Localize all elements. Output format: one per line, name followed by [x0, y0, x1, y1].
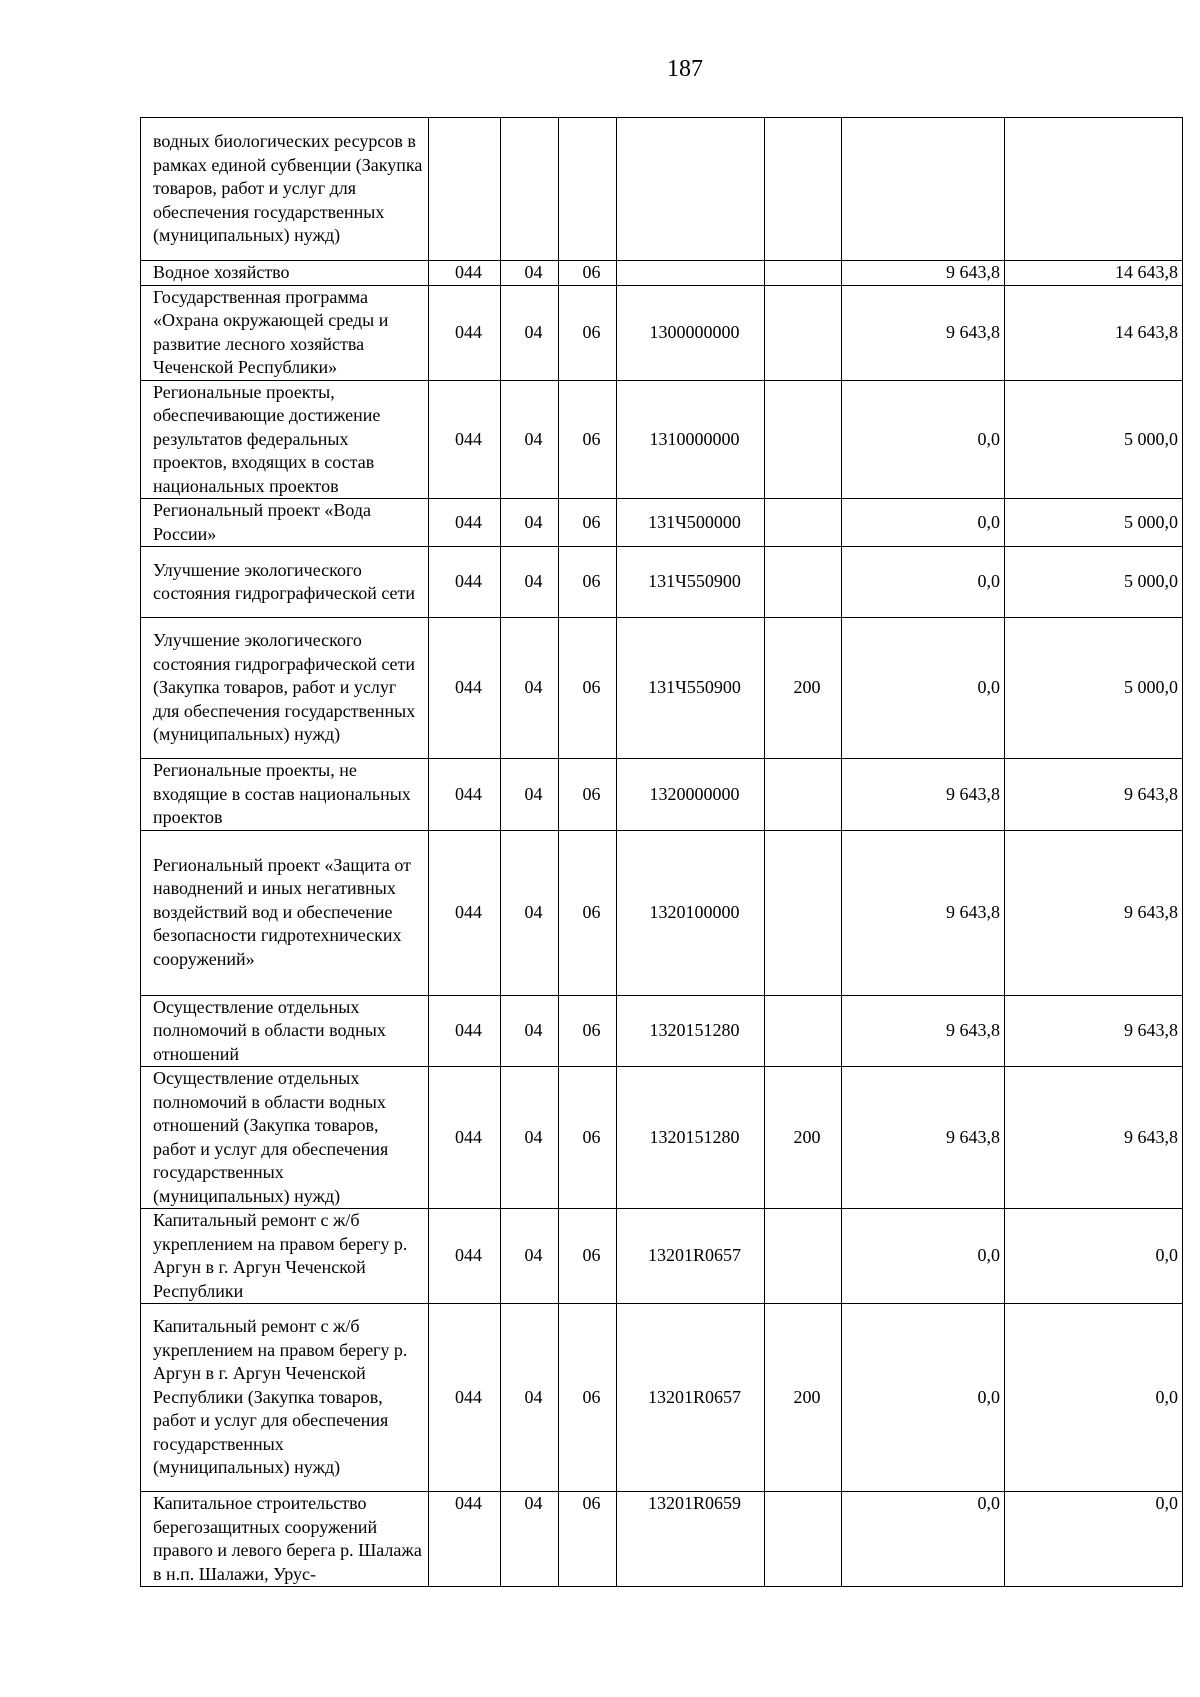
row-amount-1: 0,0: [842, 547, 1005, 618]
row-pr: 06: [559, 1067, 617, 1209]
row-vr: [765, 285, 842, 380]
row-name: Региональный проект «Вода России»: [141, 499, 429, 547]
row-name: Региональные проекты, обеспечивающие достижение результатов федеральных проектов, входящих в состав национальных проектов: [141, 380, 429, 499]
row-amount-2: [1005, 118, 1183, 261]
row-ved: 044: [429, 380, 501, 499]
row-name: Осуществление отдельных полномочий в области водных отношений: [141, 995, 429, 1067]
row-amount-1: 9 643,8: [842, 995, 1005, 1067]
row-amount-2: 9 643,8: [1005, 759, 1183, 831]
row-vr: [765, 1492, 842, 1587]
row-rz: 04: [501, 499, 559, 547]
row-name: Региональный проект «Защита от наводнений и иных негативных воздействий вод и обеспечение безопасности гидротехнических сооружений»: [141, 830, 429, 995]
table-row: [141, 618, 1183, 759]
row-csr: 1320100000: [617, 830, 765, 995]
row-vr: [765, 995, 842, 1067]
table-row: [141, 1492, 1183, 1587]
row-pr: 06: [559, 499, 617, 547]
row-vr: [765, 759, 842, 831]
table-row: [141, 285, 1183, 380]
row-pr: 06: [559, 830, 617, 995]
row-name: Осуществление отдельных полномочий в области водных отношений (Закупка товаров, работ и услуг для обеспечения государственных (муниципальных) нужд): [141, 1067, 429, 1209]
row-rz: 04: [501, 1067, 559, 1209]
row-ved: 044: [429, 1304, 501, 1492]
row-csr: 1320151280: [617, 1067, 765, 1209]
row-pr: [559, 118, 617, 261]
row-amount-1: 9 643,8: [842, 830, 1005, 995]
row-amount-2: 5 000,0: [1005, 380, 1183, 499]
table-row: [141, 1209, 1183, 1304]
page-number: 187: [667, 56, 703, 82]
row-rz: 04: [501, 261, 559, 286]
row-amount-2: 9 643,8: [1005, 995, 1183, 1067]
row-rz: 04: [501, 1209, 559, 1304]
row-csr: 13201R0657: [617, 1209, 765, 1304]
row-amount-2: 0,0: [1005, 1492, 1183, 1587]
row-csr: 1300000000: [617, 285, 765, 380]
table-row: [141, 1304, 1183, 1492]
row-rz: 04: [501, 380, 559, 499]
row-ved: 044: [429, 547, 501, 618]
row-csr: 131Ч550900: [617, 547, 765, 618]
row-amount-1: 0,0: [842, 1304, 1005, 1492]
row-vr: [765, 118, 842, 261]
row-amount-2: 0,0: [1005, 1209, 1183, 1304]
row-name: Капитальное строительство берегозащитных сооружений правого и левого берега р. Шалажа в н.п. Шалажи, Урус-: [141, 1492, 429, 1587]
row-pr: 06: [559, 995, 617, 1067]
row-pr: 06: [559, 759, 617, 831]
row-pr: 06: [559, 1304, 617, 1492]
row-csr: 131Ч550900: [617, 618, 765, 759]
row-name: Капитальный ремонт с ж/б укреплением на правом берегу р. Аргун в г. Аргун Чеченской Республики: [141, 1209, 429, 1304]
row-amount-1: 9 643,8: [842, 1067, 1005, 1209]
row-pr: 06: [559, 547, 617, 618]
row-csr: [617, 118, 765, 261]
row-rz: [501, 118, 559, 261]
table-row: [141, 1067, 1183, 1209]
row-csr: 13201R0659: [617, 1492, 765, 1587]
row-amount-2: 9 643,8: [1005, 830, 1183, 995]
row-ved: 044: [429, 618, 501, 759]
row-rz: 04: [501, 830, 559, 995]
row-amount-2: 0,0: [1005, 1304, 1183, 1492]
row-amount-2: 14 643,8: [1005, 285, 1183, 380]
row-amount-1: 0,0: [842, 499, 1005, 547]
row-amount-2: 9 643,8: [1005, 1067, 1183, 1209]
row-csr: 13201R0657: [617, 1304, 765, 1492]
row-pr: 06: [559, 1209, 617, 1304]
row-ved: 044: [429, 499, 501, 547]
row-rz: 04: [501, 285, 559, 380]
row-vr: 200: [765, 1304, 842, 1492]
row-ved: 044: [429, 1067, 501, 1209]
row-amount-1: 0,0: [842, 1209, 1005, 1304]
row-name: Улучшение экологического состояния гидрографической сети: [141, 547, 429, 618]
row-amount-1: 0,0: [842, 1492, 1005, 1587]
row-amount-1: 9 643,8: [842, 759, 1005, 831]
row-amount-1: 9 643,8: [842, 261, 1005, 286]
row-name: Водное хозяйство: [141, 261, 429, 286]
row-vr: [765, 380, 842, 499]
row-pr: 06: [559, 1492, 617, 1587]
table-row: [141, 830, 1183, 995]
row-amount-1: 0,0: [842, 618, 1005, 759]
table-row: [141, 547, 1183, 618]
row-csr: 1320151280: [617, 995, 765, 1067]
row-rz: 04: [501, 618, 559, 759]
row-vr: 200: [765, 1067, 842, 1209]
row-name: Капитальный ремонт с ж/б укреплением на правом берегу р. Аргун в г. Аргун Чеченской Республики (Закупка товаров, работ и услуг для обеспечения государственных (муниципальных) нужд): [141, 1304, 429, 1492]
row-vr: [765, 261, 842, 286]
table-row: [141, 499, 1183, 547]
row-rz: 04: [501, 759, 559, 831]
row-name: Государственная программа «Охрана окружающей среды и развитие лесного хозяйства Чеченской Республики»: [141, 285, 429, 380]
table-row: [141, 995, 1183, 1067]
row-vr: [765, 1209, 842, 1304]
row-amount-2: 5 000,0: [1005, 618, 1183, 759]
row-amount-2: 5 000,0: [1005, 499, 1183, 547]
table-row: [141, 261, 1183, 286]
row-pr: 06: [559, 618, 617, 759]
row-ved: 044: [429, 1492, 501, 1587]
row-ved: [429, 118, 501, 261]
row-amount-2: 5 000,0: [1005, 547, 1183, 618]
row-ved: 044: [429, 995, 501, 1067]
row-ved: 044: [429, 285, 501, 380]
row-ved: 044: [429, 1209, 501, 1304]
row-name: водных биологических ресурсов в рамках единой субвенции (Закупка товаров, работ и услуг для обеспечения государственных (муниципальных) нужд): [141, 118, 429, 261]
row-rz: 04: [501, 1304, 559, 1492]
row-csr: 1310000000: [617, 380, 765, 499]
row-pr: 06: [559, 380, 617, 499]
row-vr: 200: [765, 618, 842, 759]
row-ved: 044: [429, 759, 501, 831]
budget-table: [140, 117, 1183, 1587]
row-name: Улучшение экологического состояния гидрографической сети (Закупка товаров, работ и услуг для обеспечения государственных (муниципальных) нужд): [141, 618, 429, 759]
table-row: [141, 118, 1183, 261]
row-amount-1: 0,0: [842, 380, 1005, 499]
row-pr: 06: [559, 285, 617, 380]
row-csr: [617, 261, 765, 286]
row-rz: 04: [501, 995, 559, 1067]
row-pr: 06: [559, 261, 617, 286]
row-rz: 04: [501, 547, 559, 618]
table-row: [141, 759, 1183, 831]
row-amount-1: 9 643,8: [842, 285, 1005, 380]
row-vr: [765, 830, 842, 995]
row-amount-2: 14 643,8: [1005, 261, 1183, 286]
row-name: Региональные проекты, не входящие в состав национальных проектов: [141, 759, 429, 831]
row-vr: [765, 547, 842, 618]
row-csr: 1320000000: [617, 759, 765, 831]
row-amount-1: [842, 118, 1005, 261]
row-rz: 04: [501, 1492, 559, 1587]
row-vr: [765, 499, 842, 547]
row-ved: 044: [429, 830, 501, 995]
row-ved: 044: [429, 261, 501, 286]
row-csr: 131Ч500000: [617, 499, 765, 547]
table-row: [141, 380, 1183, 499]
